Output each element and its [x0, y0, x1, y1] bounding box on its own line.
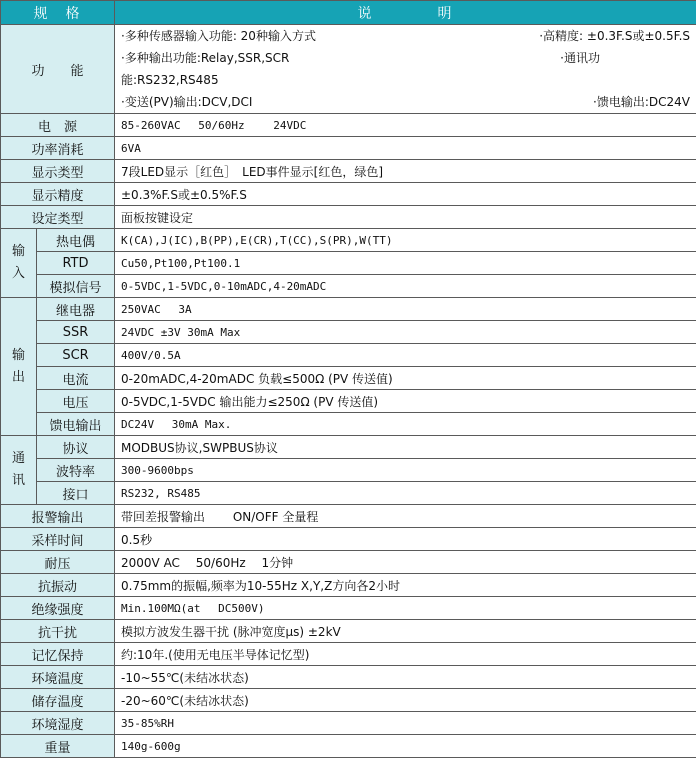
- function-line2-a: ·多种输出功能:Relay,SSR,SCR: [121, 47, 289, 69]
- power-label: 电 源: [1, 114, 115, 137]
- output-value: 0-5VDC,1-5VDC 输出能力≤250Ω (PV 传送值): [115, 390, 696, 413]
- function-line1-b: ·高精度: ±0.3F.S或±0.5F.S: [539, 25, 690, 47]
- display-type-row: [1, 160, 696, 183]
- spec-label: 绝缘强度: [1, 597, 115, 620]
- output-value: 0-20mADC,4-20mADC 负载≤500Ω (PV 传送值): [115, 367, 696, 390]
- spec-value: 0.75mm的振幅,频率为10-55Hz X,Y,Z方向各2小时: [115, 574, 696, 597]
- function-line3: 能:RS232,RS485: [121, 73, 219, 87]
- output-label: 馈电输出: [37, 413, 115, 436]
- function-line4-b: ·馈电输出:DC24V: [593, 91, 690, 113]
- setting-type-label: 设定类型: [1, 206, 115, 229]
- power-row: [1, 114, 696, 137]
- function-row: [1, 25, 696, 114]
- input-value: Cu50,Pt100,Pt100.1: [115, 252, 696, 275]
- output-value: 24VDC ±3V 30mA Max: [115, 321, 696, 344]
- spec-value: 2000V AC 50/60Hz 1分钟: [115, 551, 696, 574]
- input-group-label: [1, 229, 37, 298]
- output-label: 电流: [37, 367, 115, 390]
- spec-row: [1, 689, 696, 712]
- setting-type-value: 面板按键设定: [115, 206, 696, 229]
- spec-label: 储存温度: [1, 689, 115, 712]
- function-line4-a: ·变送(PV)输出:DCV,DCI: [121, 91, 252, 113]
- output-row: [1, 321, 696, 344]
- consumption-row: [1, 137, 696, 160]
- spec-label: 采样时间: [1, 528, 115, 551]
- spec-label: 耐压: [1, 551, 115, 574]
- output-value: 250VAC 3A: [115, 298, 696, 321]
- comm-label: 接口: [37, 482, 115, 505]
- display-precision-row: [1, 183, 696, 206]
- function-label: 功 能: [1, 25, 115, 114]
- input-value: K(CA),J(IC),B(PP),E(CR),T(CC),S(PR),W(TT): [115, 229, 696, 252]
- spec-label: 抗干扰: [1, 620, 115, 643]
- header-spec: 规 格: [1, 1, 115, 25]
- input-value: 0-5VDC,1-5VDC,0-10mADC,4-20mADC: [115, 275, 696, 298]
- display-type-value: 7段LED显示［红色］ LED事件显示[红色，绿色]: [115, 160, 696, 183]
- comm-group-text: 通讯: [12, 448, 26, 492]
- spec-row: [1, 597, 696, 620]
- spec-row: [1, 735, 696, 758]
- output-row: [1, 413, 696, 436]
- comm-group-label: [1, 436, 37, 505]
- spec-label: 报警输出: [1, 505, 115, 528]
- consumption-label: 功率消耗: [1, 137, 115, 160]
- output-value: 400V/0.5A: [115, 344, 696, 367]
- comm-row: [1, 459, 696, 482]
- input-row: [1, 229, 696, 252]
- spec-row: [1, 643, 696, 666]
- spec-label: 重量: [1, 735, 115, 758]
- output-label: 电压: [37, 390, 115, 413]
- output-value: DC24V 30mA Max.: [115, 413, 696, 436]
- output-label: SSR: [37, 321, 115, 344]
- spec-value: 约:10年.(使用无电压半导体记忆型): [115, 643, 696, 666]
- spec-row: [1, 551, 696, 574]
- output-label: SCR: [37, 344, 115, 367]
- display-type-label: 显示类型: [1, 160, 115, 183]
- output-row: [1, 367, 696, 390]
- comm-value: MODBUS协议,SWPBUS协议: [115, 436, 696, 459]
- output-row: [1, 344, 696, 367]
- spec-row: [1, 712, 696, 735]
- output-group-text: 输出: [12, 345, 26, 389]
- spec-value: 模拟方波发生器干扰 (脉冲宽度μs) ±2kV: [115, 620, 696, 643]
- comm-value: RS232, RS485: [115, 482, 696, 505]
- spec-value: -10~55℃(未结冰状态): [115, 666, 696, 689]
- display-precision-label: 显示精度: [1, 183, 115, 206]
- function-line2-b: ·通讯功: [560, 47, 690, 69]
- input-row: [1, 252, 696, 275]
- comm-row: [1, 436, 696, 459]
- spec-value: 0.5秒: [115, 528, 696, 551]
- comm-row: [1, 482, 696, 505]
- spec-row: [1, 528, 696, 551]
- output-label: 继电器: [37, 298, 115, 321]
- spec-label: 环境温度: [1, 666, 115, 689]
- input-row: [1, 275, 696, 298]
- spec-value: 带回差报警输出 ON/OFF 全量程: [115, 505, 696, 528]
- output-group-label: [1, 298, 37, 436]
- comm-label: 波特率: [37, 459, 115, 482]
- output-row: [1, 390, 696, 413]
- spec-value: 35-85%RH: [115, 712, 696, 735]
- spec-row: [1, 620, 696, 643]
- spec-value: 140g-600g: [115, 735, 696, 758]
- header-row: [1, 1, 696, 25]
- input-group-text: 输入: [12, 241, 26, 285]
- spec-row: [1, 574, 696, 597]
- header-desc: 说 明: [115, 1, 696, 25]
- consumption-value: 6VA: [115, 137, 696, 160]
- input-label: 热电偶: [37, 229, 115, 252]
- spec-value: -20~60℃(未结冰状态): [115, 689, 696, 712]
- output-row: [1, 298, 696, 321]
- function-line1-a: ·多种传感器输入功能: 20种输入方式: [121, 25, 316, 47]
- input-label: 模拟信号: [37, 275, 115, 298]
- spec-value: Min.100MΩ(at DC500V): [115, 597, 696, 620]
- power-value: 85-260VAC 50/60Hz 24VDC: [115, 114, 696, 137]
- input-label: RTD: [37, 252, 115, 275]
- spec-row: [1, 505, 696, 528]
- function-value: [115, 25, 696, 114]
- spec-label: 记忆保持: [1, 643, 115, 666]
- display-precision-value: ±0.3%F.S或±0.5%F.S: [115, 183, 696, 206]
- comm-label: 协议: [37, 436, 115, 459]
- setting-type-row: [1, 206, 696, 229]
- spec-label: 抗振动: [1, 574, 115, 597]
- spec-label: 环境湿度: [1, 712, 115, 735]
- comm-value: 300-9600bps: [115, 459, 696, 482]
- spec-row: [1, 666, 696, 689]
